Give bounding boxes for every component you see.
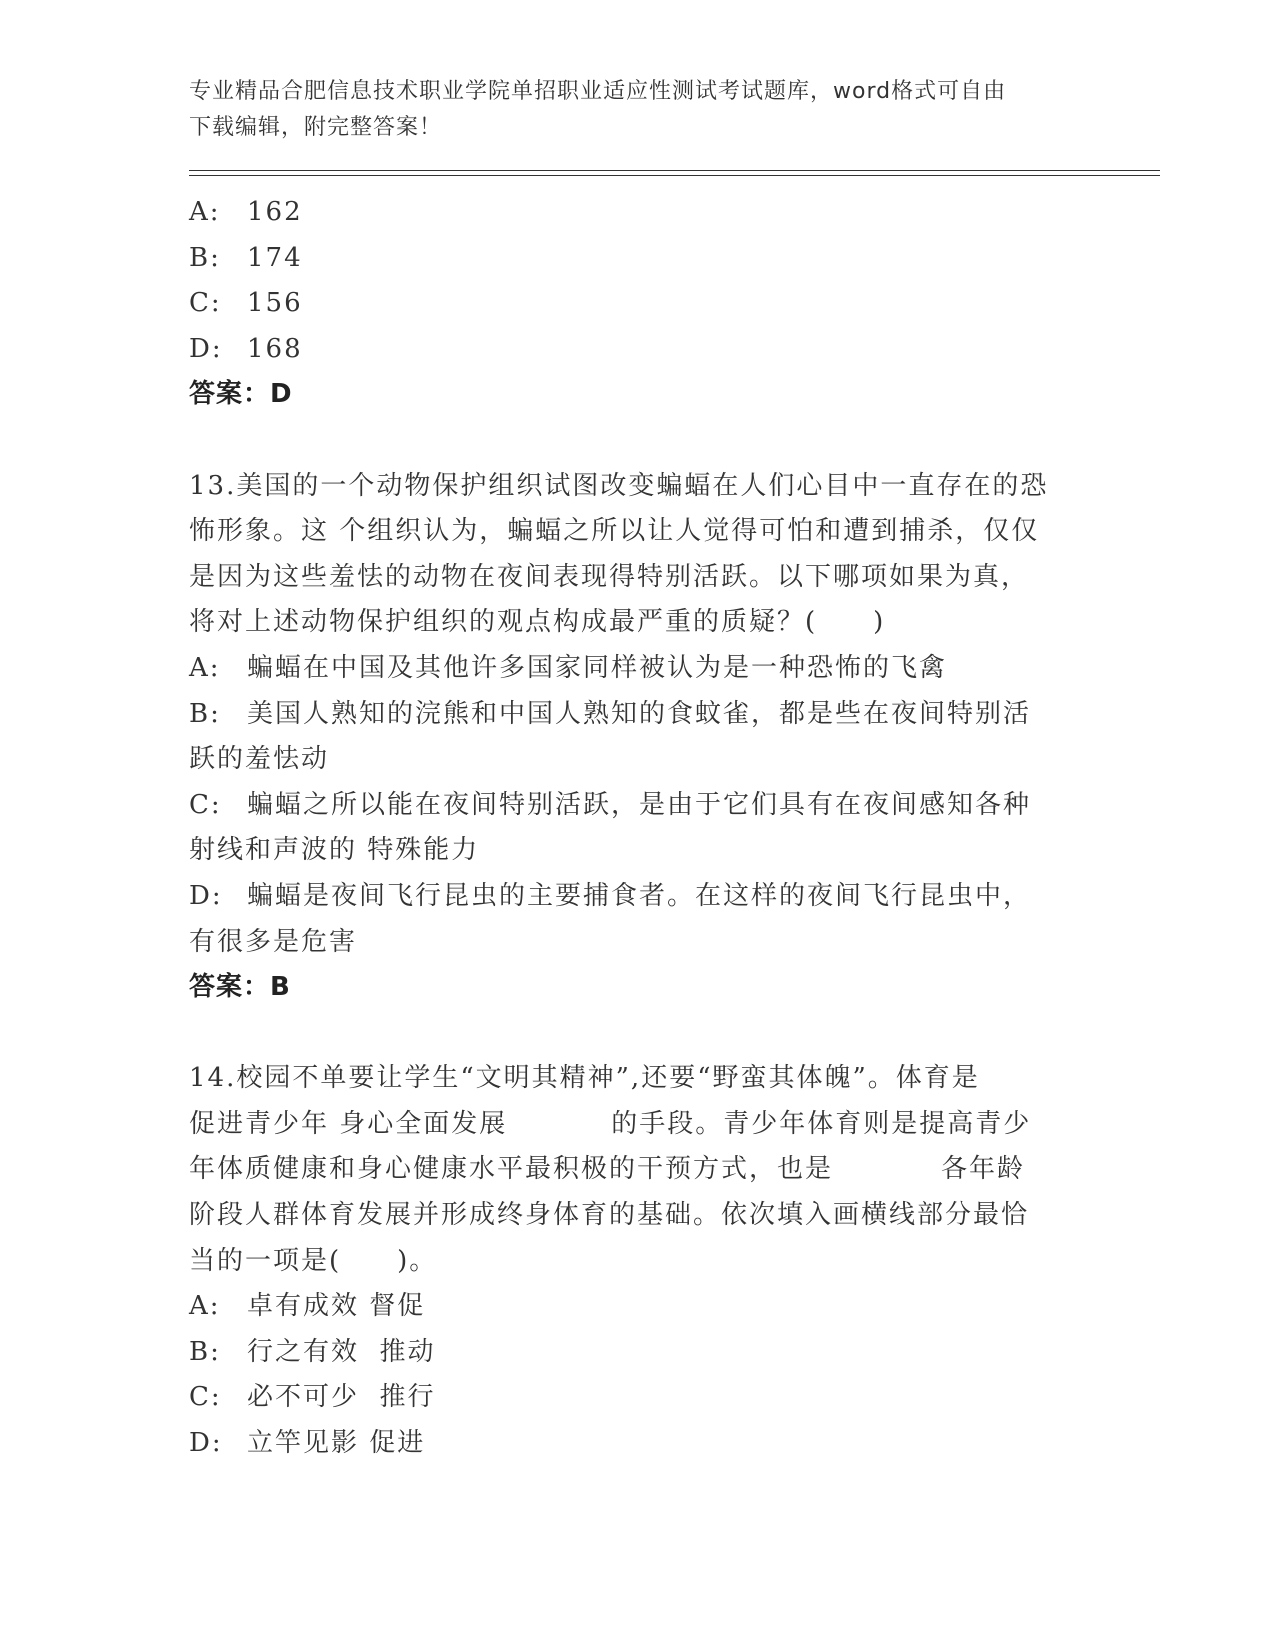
- q13-stem-line-4: 将对上述动物保护组织的观点构成最严重的质疑？( ): [189, 607, 886, 638]
- q12-option-c: [189, 281, 1089, 327]
- option-letter: B:: [189, 1336, 221, 1367]
- q14-option-c: [189, 1375, 1089, 1421]
- option-text: 162: [247, 197, 303, 227]
- spacer: [189, 1011, 1089, 1057]
- option-letter: D:: [189, 1428, 223, 1459]
- q14-stem-line-2: [189, 1102, 1089, 1148]
- option-letter: A:: [189, 197, 221, 227]
- q12-option-d: [189, 327, 1089, 373]
- option-letter: B:: [189, 242, 221, 273]
- q14-stem-line-3: [189, 1147, 1089, 1193]
- document-body: [189, 190, 1089, 1467]
- option-letter: C:: [189, 789, 222, 820]
- option-letter: A:: [189, 1291, 221, 1322]
- q14-option-a: [189, 1284, 1089, 1330]
- stem-text: 年体质健康和身心健康水平最积极的干预方式，也是: [189, 1154, 834, 1185]
- header-rule-bottom: [189, 175, 1160, 176]
- q13-option-b-cont: 跃的羞怯动: [189, 744, 330, 775]
- q12-option-a: [189, 190, 1089, 236]
- q14-option-d: [189, 1421, 1089, 1467]
- option-text: 156: [247, 288, 303, 319]
- q12-answer: 答案：D: [189, 379, 293, 410]
- q14-stem-line-1: 14.校园不单要让学生“文明其精神”,还要“野蛮其体魄”。体育是: [189, 1063, 980, 1094]
- q13-option-d-cont: 有很多是危害: [189, 926, 358, 957]
- stem-text: 促进青少年 身心全面发展: [189, 1108, 508, 1139]
- q13-option-c-cont: 射线和声波的 特殊能力: [189, 835, 480, 866]
- stem-text: 的手段。青少年体育则是提高青少: [611, 1108, 1032, 1139]
- header-line-1: 专业精品合肥信息技术职业学院单招职业适应性测试考试题库，word格式可自由: [189, 79, 1007, 104]
- document-header: [189, 74, 1089, 146]
- q13-option-d: [189, 874, 1089, 920]
- option-text: 蝙蝠在中国及其他许多国家同样被认为是一种恐怖的飞禽: [247, 652, 948, 683]
- option-text: 蝙蝠是夜间飞行昆虫的主要捕食者。在这样的夜间飞行昆虫中，: [247, 880, 1032, 911]
- option-text: 168: [247, 333, 303, 364]
- option-letter: B:: [189, 698, 221, 729]
- option-text: 行之有效 推动: [247, 1336, 436, 1367]
- stem-text: 各年龄: [941, 1154, 1026, 1185]
- header-line-2: 下载编辑，附完整答案！: [189, 115, 443, 140]
- q14-option-b: [189, 1330, 1089, 1376]
- q13-answer: 答案：B: [189, 972, 291, 1003]
- option-text: 174: [247, 242, 303, 273]
- option-text: 必不可少 推行: [247, 1382, 436, 1413]
- option-text: 美国人熟知的浣熊和中国人熟知的食蚊雀，都是些在夜间特别活: [247, 698, 1032, 729]
- q13-option-b: [189, 692, 1089, 738]
- q13-stem-line-1: 13.美国的一个动物保护组织试图改变蝙蝠在人们心目中一直存在的恐: [189, 470, 1049, 501]
- q14-stem-line-5: 当的一项是( )。: [189, 1245, 438, 1276]
- header-rule-top: [189, 170, 1160, 171]
- q13-option-c: [189, 783, 1089, 829]
- spacer: [189, 418, 1089, 464]
- option-letter: C:: [189, 288, 222, 319]
- option-letter: D:: [189, 880, 223, 911]
- option-text: 卓有成效 督促: [247, 1291, 426, 1322]
- option-letter: D:: [189, 333, 223, 364]
- q13-stem-line-3: 是因为这些羞怯的动物在夜间表现得特别活跃。以下哪项如果为真，: [189, 561, 1030, 592]
- q14-stem-line-4: 阶段人群体育发展并形成终身体育的基础。依次填入画横线部分最恰: [189, 1200, 1030, 1231]
- q12-option-b: [189, 236, 1089, 282]
- option-text: 立竿见影 促进: [247, 1428, 426, 1459]
- option-letter: A:: [189, 652, 221, 683]
- q13-option-a: [189, 646, 1089, 692]
- q13-stem-line-2: 怖形象。这 个组织认为，蝙蝠之所以让人觉得可怕和遭到捕杀，仅仅: [189, 516, 1040, 547]
- option-text: 蝙蝠之所以能在夜间特别活跃，是由于它们具有在夜间感知各种: [247, 789, 1032, 820]
- option-letter: C:: [189, 1382, 222, 1413]
